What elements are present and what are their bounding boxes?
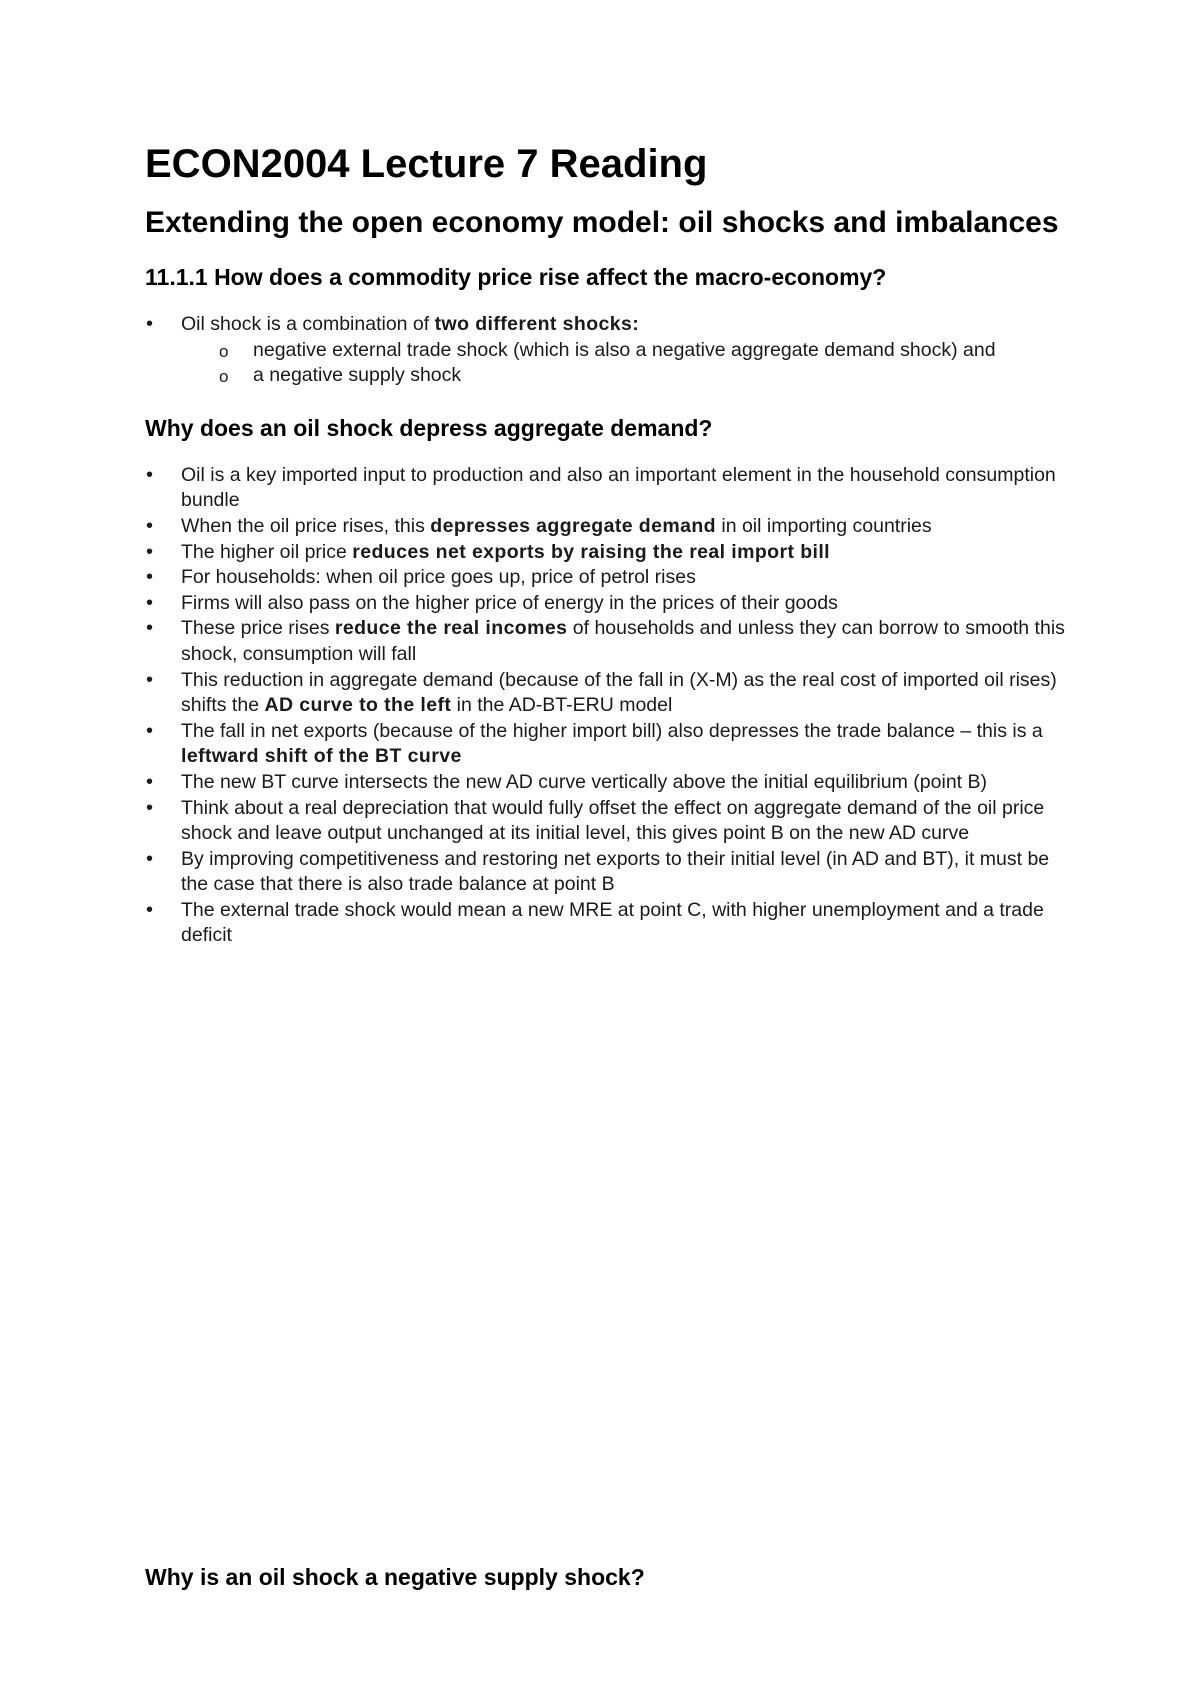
list-item-bold-text: two different shocks: <box>434 313 640 335</box>
list-item <box>145 898 1075 949</box>
list-item-bold-text: reduces net exports by raising the real import bill <box>352 540 830 563</box>
list-item <box>145 796 1075 847</box>
sub-bullet-icon: o <box>219 367 229 387</box>
list-item-text: Think about a real depreciation that would fully offset the effect on aggregate demand of the oil price shock and leave output unchanged at its initial level, this gives point B on the new AD curve <box>181 796 1045 845</box>
list-item <box>145 616 1075 667</box>
list-item-text: For households: when oil price goes up, price of petrol rises <box>181 566 696 589</box>
list-item-text: By improving competitiveness and restoring net exports to their initial level (in AD and BT), it must be the case that there is also trade balance at point B <box>181 847 1050 896</box>
bullet-icon: • <box>146 847 154 870</box>
bullet-icon: • <box>146 796 154 819</box>
sub-bullet-list <box>181 338 1075 389</box>
sub-list-item <box>181 338 1075 364</box>
list-item-text: Oil is a key imported input to production and also an important element in the household consumption bundle <box>181 463 1056 512</box>
list-item-text: This reduction in aggregate demand (because of the fall in (X-M) as the real cost of imported oil rises) shifts the <box>181 668 1057 717</box>
bullet-icon: • <box>146 591 154 614</box>
list-item <box>145 514 1075 540</box>
sub-list-item <box>181 363 1075 389</box>
section1-bullet-list <box>145 312 1075 389</box>
list-item-bold-text: depresses aggregate demand <box>430 514 716 537</box>
list-item-text: The fall in net exports (because of the higher import bill) also depresses the trade balance – this is a <box>181 719 1043 742</box>
list-item-text: Oil shock is a combination of <box>181 313 435 335</box>
list-item-text-end: in the AD-BT-ERU model <box>451 694 673 717</box>
list-item <box>145 847 1075 898</box>
list-item <box>145 719 1075 770</box>
document-page <box>145 140 1075 973</box>
list-item-text: Firms will also pass on the higher price of energy in the prices of their goods <box>181 591 838 614</box>
bullet-icon: • <box>146 540 154 563</box>
bullet-icon: • <box>146 566 154 589</box>
bullet-icon: • <box>146 770 154 793</box>
list-item-text: The higher oil price <box>181 540 353 563</box>
list-item-text-end: of households and unless they can borrow to smooth this shock, consumption will fall <box>181 617 1065 665</box>
sub-list-item-text: negative external trade shock (which is also a negative aggregate demand shock) and <box>253 338 996 361</box>
list-item-bold-text: leftward shift of the BT curve <box>181 745 462 768</box>
bullet-icon: • <box>146 719 154 742</box>
section-heading-supply-shock: Why is an oil shock a negative supply shock? <box>145 1564 645 1590</box>
bullet-icon: • <box>146 617 154 640</box>
sub-bullet-icon: o <box>219 341 229 361</box>
document-subtitle: Extending the open economy model: oil shocks and imbalances <box>145 206 1059 239</box>
bullet-icon: • <box>146 463 154 486</box>
list-item-bold-text: reduce the real incomes <box>334 617 568 640</box>
sub-list-item-text: a negative supply shock <box>253 364 462 387</box>
list-item-bold-text: AD curve to the left <box>264 694 452 717</box>
bullet-icon: • <box>146 898 154 921</box>
section-heading-aggregate-demand: Why does an oil shock depress aggregate demand? <box>145 414 713 441</box>
list-item <box>145 668 1075 719</box>
list-item <box>145 312 1075 389</box>
list-item <box>145 565 1075 591</box>
section-heading-commodity-price: 11.1.1 How does a commodity price rise affect the macro-economy? <box>145 264 887 290</box>
bullet-icon: • <box>146 668 154 691</box>
list-item-text: The new BT curve intersects the new AD curve vertically above the initial equilibrium (point B) <box>181 770 988 793</box>
list-item-text: These price rises <box>181 617 335 640</box>
list-item <box>145 591 1075 617</box>
document-title: ECON2004 Lecture 7 Reading <box>145 142 708 186</box>
section2-bullet-list <box>145 463 1075 949</box>
bullet-icon: • <box>146 313 154 335</box>
list-item-text: The external trade shock would mean a new MRE at point C, with higher unemployment and a trade deficit <box>181 898 1044 947</box>
bullet-icon: • <box>146 514 154 537</box>
list-item-text-end: in oil importing countries <box>715 514 932 537</box>
list-item <box>145 463 1075 514</box>
list-item-text: When the oil price rises, this <box>181 514 431 537</box>
list-item <box>145 770 1075 796</box>
list-item <box>145 540 1075 566</box>
